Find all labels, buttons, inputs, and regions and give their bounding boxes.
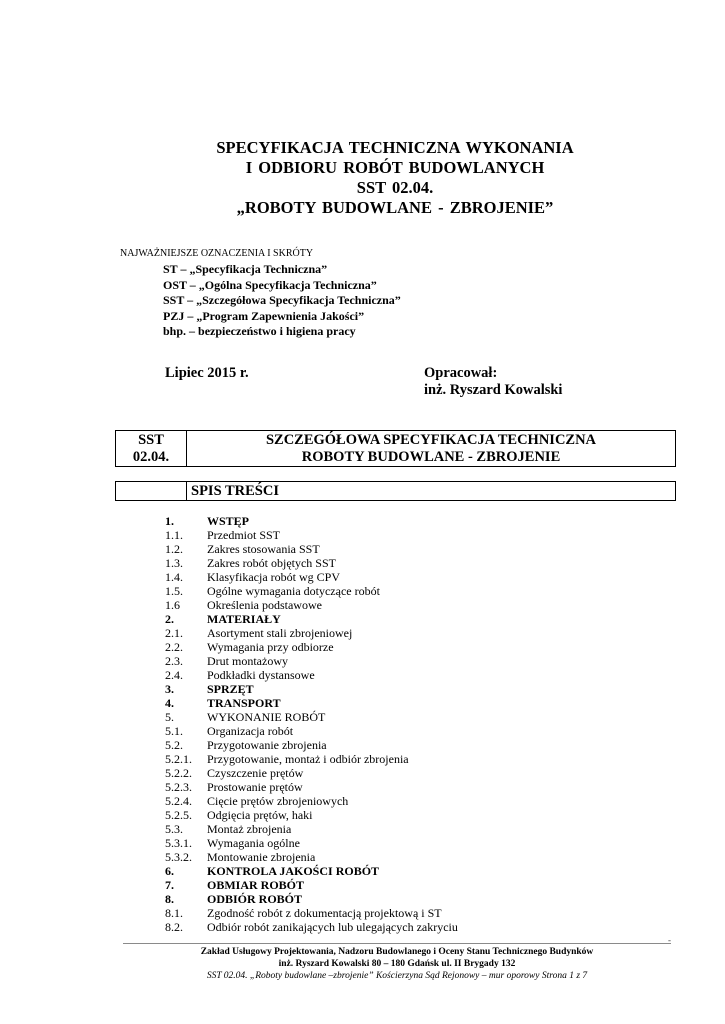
author-name: inż. Ryszard Kowalski xyxy=(424,382,563,398)
toc-item-text: WYKONANIE ROBÓT xyxy=(207,710,326,724)
toc-item-number: 2. xyxy=(165,612,174,626)
table-of-contents xyxy=(165,514,458,934)
toc-item xyxy=(165,696,458,710)
toc-item-number: 1. xyxy=(165,514,174,528)
toc-item-text: MATERIAŁY xyxy=(207,612,281,626)
toc-header-table xyxy=(115,481,676,501)
abbreviation-item: ST – „Specyfikacja Techniczna” xyxy=(163,262,328,276)
toc-item xyxy=(165,724,458,738)
toc-item xyxy=(165,612,458,626)
toc-item-text: TRANSPORT xyxy=(207,696,281,710)
toc-item xyxy=(165,710,458,724)
toc-item-text: Przygotowanie, montaż i odbiór zbrojenia xyxy=(207,752,409,766)
toc-item-number: 5.2.5. xyxy=(165,808,192,822)
toc-item xyxy=(165,766,458,780)
specification-header-table xyxy=(115,430,676,467)
toc-item-number: 8. xyxy=(165,892,174,906)
toc-item-text: WSTĘP xyxy=(207,514,250,528)
toc-item xyxy=(165,892,458,906)
toc-item-text: KONTROLA JAKOŚCI ROBÓT xyxy=(207,864,380,878)
toc-item xyxy=(165,528,458,542)
toc-item-text: Przygotowanie zbrojenia xyxy=(207,738,327,752)
toc-item-number: 5.2. xyxy=(165,738,183,752)
toc-item-number: 5.3. xyxy=(165,822,183,836)
toc-item xyxy=(165,878,458,892)
toc-item-text: OBMIAR ROBÓT xyxy=(207,878,305,892)
toc-item-number: 1.5. xyxy=(165,584,183,598)
toc-item-number: 8.2. xyxy=(165,920,183,934)
toc-item-text: Drut montażowy xyxy=(207,654,288,668)
toc-item-number: 5.3.1. xyxy=(165,836,192,850)
toc-item-text: Ogólne wymagania dotyczące robót xyxy=(207,584,380,598)
toc-item-number: 4. xyxy=(165,696,174,710)
toc-item-text: Cięcie prętów zbrojeniowych xyxy=(207,794,349,808)
toc-item-number: 1.1. xyxy=(165,528,183,542)
toc-item xyxy=(165,864,458,878)
abbreviation-item: OST – „Ogólna Specyfikacja Techniczna” xyxy=(163,277,377,292)
toc-item xyxy=(165,836,458,850)
toc-heading: SPIS TREŚCI xyxy=(187,482,676,501)
toc-item-number: 5.2.3. xyxy=(165,780,192,794)
footer-address: inż. Ryszard Kowalski 80 – 180 Gdańsk ul. II Brygady 132 xyxy=(278,959,516,969)
toc-item-text: Montaż zbrojenia xyxy=(207,822,292,836)
toc-item xyxy=(165,654,458,668)
toc-item xyxy=(165,584,458,598)
toc-item xyxy=(165,514,458,528)
toc-item-number: 2.2. xyxy=(165,640,183,654)
toc-item-text: Zakres stosowania SST xyxy=(207,542,320,556)
toc-item-text: Przedmiot SST xyxy=(207,528,281,542)
spec-code-line-1: SST xyxy=(138,431,164,448)
toc-item-number: 8.1. xyxy=(165,906,183,920)
toc-item xyxy=(165,906,458,920)
toc-item xyxy=(165,598,458,612)
spec-code-cell xyxy=(116,431,187,467)
page-footer xyxy=(123,946,671,982)
toc-item-number: 1.3. xyxy=(165,556,183,570)
toc-item-text: Odbiór robót zanikających lub ulegających zakryciu xyxy=(207,920,458,934)
toc-item-text: Asortyment stali zbrojeniowej xyxy=(207,626,353,640)
toc-item-text: Czyszczenie prętów xyxy=(207,766,304,780)
toc-item-number: 2.4. xyxy=(165,668,183,682)
toc-item-text: Montowanie zbrojenia xyxy=(207,850,316,864)
abbreviation-item: PZJ – „Program Zapewnienia Jakości” xyxy=(163,308,365,323)
toc-item-number: 1.2. xyxy=(165,542,183,556)
footer-page-info: SST 02.04. „Roboty budowlane –zbrojenie” Kościerzyna Sąd Rejonowy – mur oporowy Strona 1 z 7 xyxy=(206,971,588,981)
title-line-2: I ODBIORU ROBÓT BUDOWLANYCH xyxy=(245,158,545,177)
title-line-4: „ROBOTY BUDOWLANE - ZBROJENIE” xyxy=(236,198,554,217)
footer-company: Zakład Usługowy Projektowania, Nadzoru Budowlanego i Oceny Stanu Technicznego Budynków xyxy=(200,947,594,957)
toc-item xyxy=(165,850,458,864)
toc-header-empty-cell xyxy=(116,482,187,501)
toc-item-text: Wymagania przy odbiorze xyxy=(207,640,334,654)
toc-item-text: Określenia podstawowe xyxy=(207,598,322,612)
toc-item-text: Zakres robót objętych SST xyxy=(207,556,336,570)
title-line-3: SST 02.04. xyxy=(356,178,434,197)
toc-item xyxy=(165,626,458,640)
footer-divider xyxy=(123,943,671,944)
toc-item-number: 2.3. xyxy=(165,654,183,668)
toc-item-number: 3. xyxy=(165,682,174,696)
toc-item xyxy=(165,794,458,808)
toc-item xyxy=(165,682,458,696)
toc-item xyxy=(165,556,458,570)
toc-item-number: 7. xyxy=(165,878,174,892)
toc-item-text: Klasyfikacja robót wg CPV xyxy=(207,570,340,584)
toc-item xyxy=(165,780,458,794)
footer-dash: - xyxy=(668,935,671,945)
toc-item-text: SPRZĘT xyxy=(207,682,254,696)
abbreviation-item: SST – „Szczegółowa Specyfikacja Techniczna” xyxy=(163,293,401,307)
abbreviation-item: bhp. – bezpieczeństwo i higiena pracy xyxy=(163,324,356,338)
toc-item-number: 6. xyxy=(165,864,174,878)
abbreviations-heading: NAJWAŻNIEJSZE OZNACZENIA I SKRÓTY xyxy=(120,248,314,259)
author-label: Opracował: xyxy=(424,365,498,381)
toc-item-number: 5.3.2. xyxy=(165,850,192,864)
author-block xyxy=(424,365,562,399)
toc-item-number: 5.2.4. xyxy=(165,794,192,808)
toc-item-text: Prostowanie prętów xyxy=(207,780,303,794)
toc-item-number: 5.2.2. xyxy=(165,766,192,780)
document-title xyxy=(0,138,725,218)
toc-item xyxy=(165,542,458,556)
toc-item-number: 5.2.1. xyxy=(165,752,192,766)
toc-item-text: Podkładki dystansowe xyxy=(207,668,315,682)
toc-item xyxy=(165,822,458,836)
toc-item-number: 1.6 xyxy=(165,598,180,612)
abbreviations-list xyxy=(163,262,401,340)
spec-code-line-2: 02.04. xyxy=(132,448,170,465)
spec-title-line-2: ROBOTY BUDOWLANE - ZBROJENIE xyxy=(301,448,561,465)
toc-item-text: Odgięcia prętów, haki xyxy=(207,808,313,822)
toc-item-number: 5. xyxy=(165,710,174,724)
document-date: Lipiec 2015 r. xyxy=(165,365,249,381)
toc-item-text: Organizacja robót xyxy=(207,724,294,738)
toc-item xyxy=(165,920,458,934)
toc-item xyxy=(165,668,458,682)
toc-item xyxy=(165,570,458,584)
spec-title-cell xyxy=(187,431,676,467)
title-line-1: SPECYFIKACJA TECHNICZNA WYKONANIA xyxy=(216,138,574,157)
toc-item xyxy=(165,738,458,752)
toc-item-number: 1.4. xyxy=(165,570,183,584)
toc-item-number: 5.1. xyxy=(165,724,183,738)
spec-title-line-1: SZCZEGÓŁOWA SPECYFIKACJA TECHNICZNA xyxy=(265,431,597,448)
toc-item xyxy=(165,808,458,822)
toc-item-number: 2.1. xyxy=(165,626,183,640)
toc-item-text: ODBIÓR ROBÓT xyxy=(207,892,303,906)
toc-item-text: Zgodność robót z dokumentacją projektową i ST xyxy=(207,906,442,920)
toc-item xyxy=(165,640,458,654)
toc-item xyxy=(165,752,458,766)
toc-item-text: Wymagania ogólne xyxy=(207,836,300,850)
